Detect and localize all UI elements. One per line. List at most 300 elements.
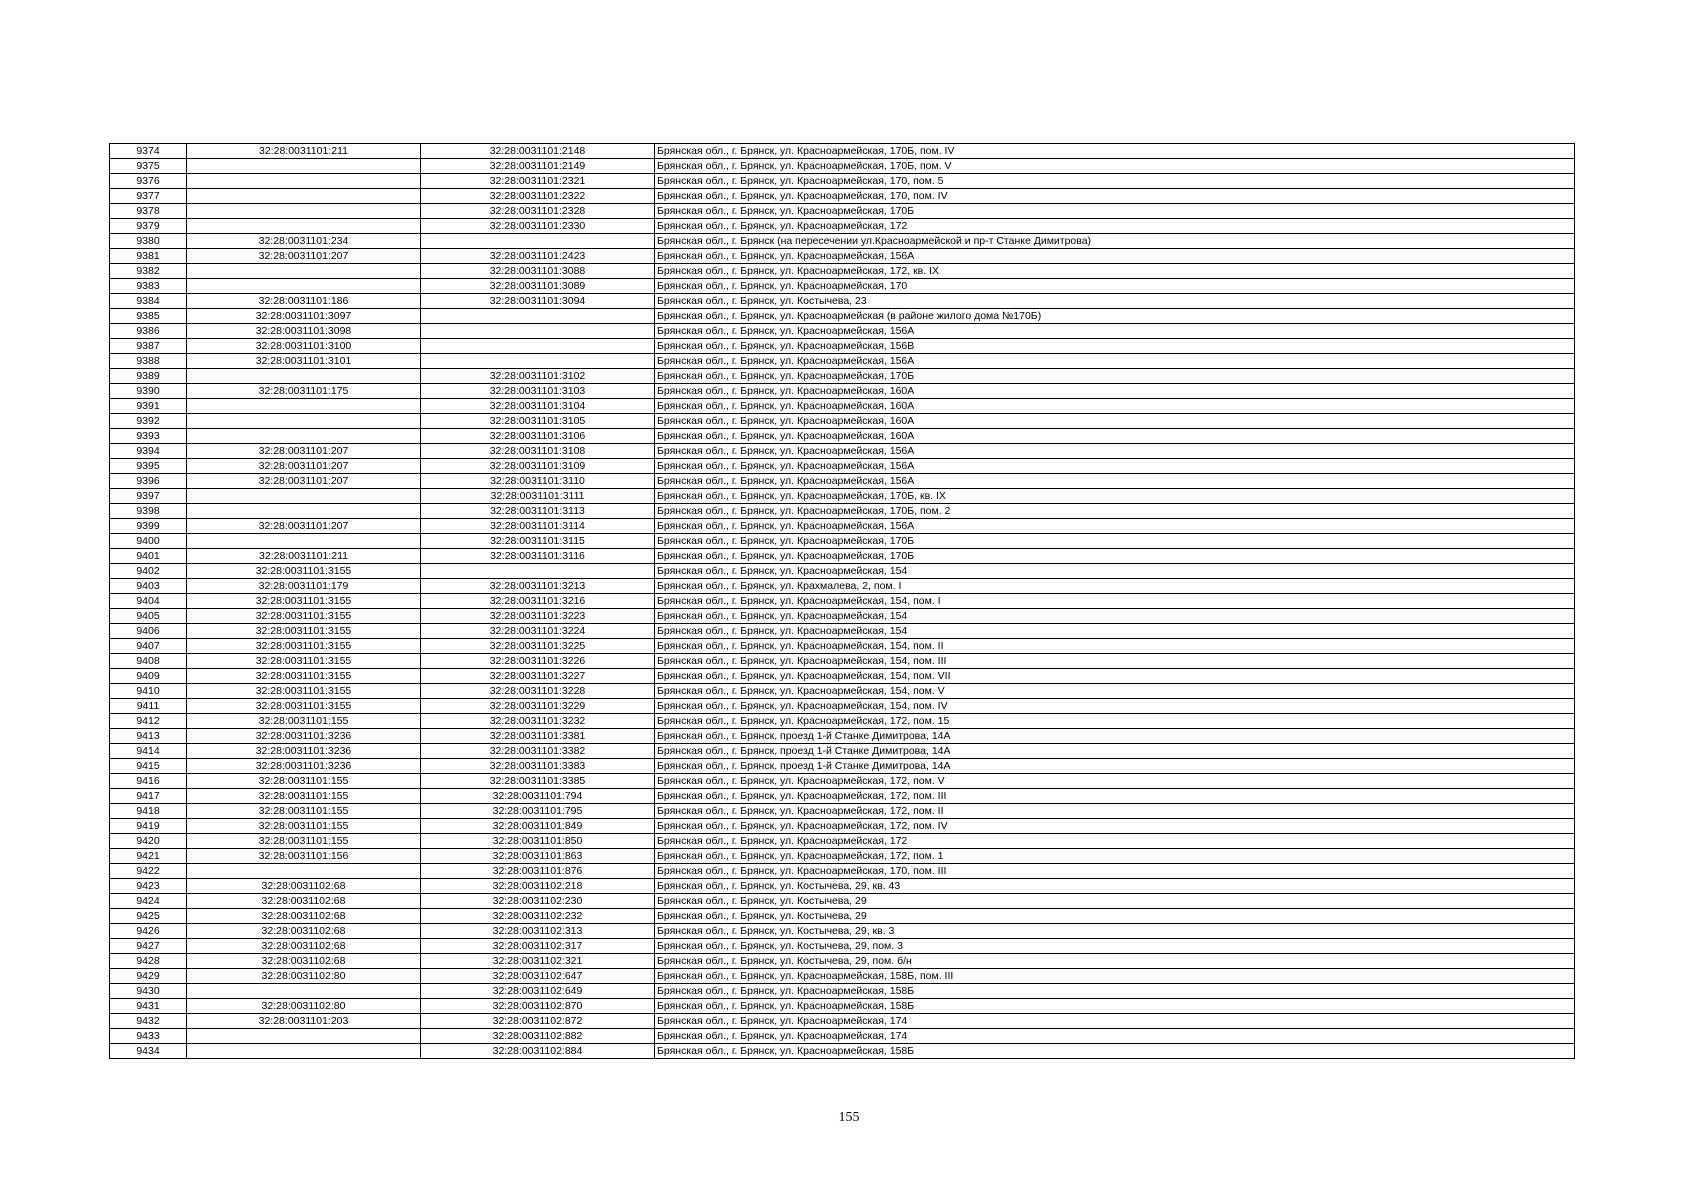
row-number-cell: 9383 [110,279,187,294]
address-cell: Брянская обл., г. Брянск, ул. Костычева, 29, пом. б/н [655,954,1575,969]
parcel-number-cell: 32:28:0031101:234 [187,234,421,249]
table-row [110,324,1575,339]
parcel-number-cell: 32:28:0031101:155 [187,834,421,849]
object-number-cell: 32:28:0031102:647 [421,969,655,984]
object-number-cell: 32:28:0031101:3110 [421,474,655,489]
parcel-number-cell: 32:28:0031101:207 [187,519,421,534]
parcel-number-cell: 32:28:0031101:3236 [187,744,421,759]
address-cell: Брянская обл., г. Брянск, ул. Красноармейская, 174 [655,1014,1575,1029]
parcel-number-cell [187,264,421,279]
row-number-cell: 9391 [110,399,187,414]
row-number-cell: 9400 [110,534,187,549]
row-number-cell: 9378 [110,204,187,219]
parcel-number-cell: 32:28:0031101:155 [187,714,421,729]
parcel-number-cell: 32:28:0031101:3236 [187,759,421,774]
table-row [110,804,1575,819]
table-row [110,204,1575,219]
parcel-number-cell: 32:28:0031101:156 [187,849,421,864]
row-number-cell: 9432 [110,1014,187,1029]
address-cell: Брянская обл., г. Брянск, ул. Красноармейская, 154 [655,624,1575,639]
row-number-cell: 9376 [110,174,187,189]
object-number-cell: 32:28:0031101:2321 [421,174,655,189]
table-row [110,519,1575,534]
parcel-number-cell: 32:28:0031101:3155 [187,624,421,639]
address-cell: Брянская обл., г. Брянск, ул. Красноармейская, 170Б, кв. IX [655,489,1575,504]
table-row [110,864,1575,879]
object-number-cell: 32:28:0031101:3106 [421,429,655,444]
object-number-cell: 32:28:0031101:2149 [421,159,655,174]
object-number-cell: 32:28:0031102:882 [421,1029,655,1044]
parcel-number-cell: 32:28:0031101:3155 [187,684,421,699]
parcel-number-cell [187,504,421,519]
table-row [110,309,1575,324]
parcel-number-cell: 32:28:0031101:3155 [187,669,421,684]
parcel-number-cell: 32:28:0031101:207 [187,444,421,459]
row-number-cell: 9426 [110,924,187,939]
object-number-cell: 32:28:0031101:3102 [421,369,655,384]
address-cell: Брянская обл., г. Брянск, проезд 1-й Станке Димитрова, 14А [655,759,1575,774]
parcel-number-cell: 32:28:0031101:211 [187,549,421,564]
row-number-cell: 9411 [110,699,187,714]
row-number-cell: 9412 [110,714,187,729]
table-row [110,504,1575,519]
address-cell: Брянская обл., г. Брянск, ул. Красноармейская, 170, пом. III [655,864,1575,879]
row-number-cell: 9394 [110,444,187,459]
table-row [110,564,1575,579]
parcel-number-cell [187,489,421,504]
table-row [110,789,1575,804]
object-number-cell: 32:28:0031101:3224 [421,624,655,639]
row-number-cell: 9392 [110,414,187,429]
parcel-number-cell [187,429,421,444]
parcel-number-cell: 32:28:0031101:207 [187,474,421,489]
object-number-cell: 32:28:0031101:876 [421,864,655,879]
row-number-cell: 9425 [110,909,187,924]
address-cell: Брянская обл., г. Брянск, проезд 1-й Станке Димитрова, 14А [655,744,1575,759]
parcel-number-cell [187,279,421,294]
object-number-cell: 32:28:0031102:313 [421,924,655,939]
object-number-cell: 32:28:0031101:794 [421,789,655,804]
row-number-cell: 9380 [110,234,187,249]
parcel-number-cell: 32:28:0031101:3236 [187,729,421,744]
row-number-cell: 9404 [110,594,187,609]
row-number-cell: 9386 [110,324,187,339]
address-cell: Брянская обл., г. Брянск, ул. Красноармейская, 158Б, пом. III [655,969,1575,984]
table-row [110,279,1575,294]
table-row [110,414,1575,429]
address-cell: Брянская обл., г. Брянск, ул. Красноармейская, 172 [655,834,1575,849]
table-row [110,429,1575,444]
address-cell: Брянская обл., г. Брянск, ул. Красноармейская, 170Б [655,204,1575,219]
row-number-cell: 9375 [110,159,187,174]
row-number-cell: 9407 [110,639,187,654]
parcel-number-cell: 32:28:0031102:68 [187,879,421,894]
parcel-number-cell: 32:28:0031101:3097 [187,309,421,324]
object-number-cell: 32:28:0031101:3216 [421,594,655,609]
parcel-number-cell [187,159,421,174]
object-number-cell [421,354,655,369]
object-number-cell: 32:28:0031101:3111 [421,489,655,504]
object-number-cell: 32:28:0031102:884 [421,1044,655,1059]
parcel-number-cell: 32:28:0031101:207 [187,249,421,264]
object-number-cell: 32:28:0031101:3227 [421,669,655,684]
parcel-number-cell: 32:28:0031102:68 [187,954,421,969]
row-number-cell: 9406 [110,624,187,639]
address-cell: Брянская обл., г. Брянск, ул. Красноармейская, 172, пом. II [655,804,1575,819]
object-number-cell: 32:28:0031102:321 [421,954,655,969]
table-row [110,714,1575,729]
object-number-cell [421,324,655,339]
table-row [110,969,1575,984]
row-number-cell: 9395 [110,459,187,474]
address-cell: Брянская обл., г. Брянск, ул. Красноармейская, 156А [655,474,1575,489]
object-number-cell: 32:28:0031101:3108 [421,444,655,459]
address-cell: Брянская обл., г. Брянск, ул. Красноармейская, 160А [655,414,1575,429]
parcel-number-cell: 32:28:0031101:207 [187,459,421,474]
address-cell: Брянская обл., г. Брянск, ул. Красноармейская, 156А [655,324,1575,339]
row-number-cell: 9416 [110,774,187,789]
address-cell: Брянская обл., г. Брянск, ул. Красноармейская, 158Б [655,1044,1575,1059]
object-number-cell: 32:28:0031101:863 [421,849,655,864]
row-number-cell: 9393 [110,429,187,444]
table-row [110,1029,1575,1044]
address-cell: Брянская обл., г. Брянск, ул. Костычева, 29, пом. 3 [655,939,1575,954]
address-cell: Брянская обл., г. Брянск, ул. Красноармейская, 160А [655,399,1575,414]
object-number-cell: 32:28:0031101:3114 [421,519,655,534]
address-cell: Брянская обл., г. Брянск, ул. Красноармейская, 172, пом. III [655,789,1575,804]
parcel-number-cell [187,399,421,414]
row-number-cell: 9405 [110,609,187,624]
address-cell: Брянская обл., г. Брянск, ул. Красноармейская, 172, пом. IV [655,819,1575,834]
parcel-number-cell: 32:28:0031101:179 [187,579,421,594]
object-number-cell: 32:28:0031101:795 [421,804,655,819]
object-number-cell: 32:28:0031101:3089 [421,279,655,294]
table-row [110,744,1575,759]
address-cell: Брянская обл., г. Брянск, ул. Красноармейская, 160А [655,429,1575,444]
table-row [110,624,1575,639]
parcel-number-cell: 32:28:0031101:3098 [187,324,421,339]
object-number-cell: 32:28:0031101:3109 [421,459,655,474]
table-row [110,954,1575,969]
table-row [110,234,1575,249]
row-number-cell: 9403 [110,579,187,594]
table-row [110,834,1575,849]
table-row [110,684,1575,699]
table-row [110,294,1575,309]
row-number-cell: 9399 [110,519,187,534]
address-cell: Брянская обл., г. Брянск, ул. Красноармейская, 154, пом. II [655,639,1575,654]
parcel-number-cell: 32:28:0031102:80 [187,969,421,984]
table-row [110,849,1575,864]
address-cell: Брянская обл., г. Брянск, ул. Красноармейская, 170Б, пом. 2 [655,504,1575,519]
table-row [110,264,1575,279]
address-cell: Брянская обл., г. Брянск, ул. Красноармейская, 172 [655,219,1575,234]
table-row [110,534,1575,549]
object-number-cell: 32:28:0031101:3213 [421,579,655,594]
address-cell: Брянская обл., г. Брянск, ул. Красноармейская, 172, пом. 1 [655,849,1575,864]
parcel-number-cell: 32:28:0031102:68 [187,909,421,924]
object-number-cell [421,564,655,579]
address-cell: Брянская обл., г. Брянск, ул. Красноармейская, 154, пом. V [655,684,1575,699]
parcel-number-cell: 32:28:0031102:80 [187,999,421,1014]
address-cell: Брянская обл., г. Брянск, ул. Красноармейская (в районе жилого дома №170Б) [655,309,1575,324]
row-number-cell: 9428 [110,954,187,969]
object-number-cell: 32:28:0031102:230 [421,894,655,909]
address-cell: Брянская обл., г. Брянск, ул. Красноармейская, 158Б [655,999,1575,1014]
table-row [110,489,1575,504]
object-number-cell: 32:28:0031102:218 [421,879,655,894]
parcel-number-cell: 32:28:0031102:68 [187,894,421,909]
address-cell: Брянская обл., г. Брянск, ул. Красноармейская, 170Б [655,549,1575,564]
row-number-cell: 9421 [110,849,187,864]
object-number-cell: 32:28:0031101:3232 [421,714,655,729]
address-cell: Брянская обл., г. Брянск, ул. Красноармейская, 156В [655,339,1575,354]
object-number-cell: 32:28:0031102:317 [421,939,655,954]
table-row [110,894,1575,909]
row-number-cell: 9389 [110,369,187,384]
table-row [110,189,1575,204]
parcel-number-cell [187,984,421,999]
row-number-cell: 9385 [110,309,187,324]
parcel-number-cell [187,864,421,879]
parcel-number-cell [187,1044,421,1059]
object-number-cell: 32:28:0031101:3116 [421,549,655,564]
table-row [110,609,1575,624]
object-number-cell: 32:28:0031102:872 [421,1014,655,1029]
address-cell: Брянская обл., г. Брянск, ул. Красноармейская, 156А [655,519,1575,534]
table-row [110,474,1575,489]
row-number-cell: 9410 [110,684,187,699]
object-number-cell: 32:28:0031102:232 [421,909,655,924]
address-cell: Брянская обл., г. Брянск, ул. Красноармейская, 156А [655,354,1575,369]
object-number-cell: 32:28:0031101:3088 [421,264,655,279]
row-number-cell: 9417 [110,789,187,804]
object-number-cell [421,309,655,324]
object-number-cell: 32:28:0031101:3385 [421,774,655,789]
object-number-cell: 32:28:0031101:3383 [421,759,655,774]
row-number-cell: 9431 [110,999,187,1014]
row-number-cell: 9419 [110,819,187,834]
row-number-cell: 9388 [110,354,187,369]
parcel-number-cell: 32:28:0031101:155 [187,819,421,834]
row-number-cell: 9429 [110,969,187,984]
registry-table-body [110,144,1575,1059]
address-cell: Брянская обл., г. Брянск, ул. Красноармейская, 172, пом. V [655,774,1575,789]
table-row [110,369,1575,384]
parcel-number-cell: 32:28:0031101:3155 [187,699,421,714]
row-number-cell: 9398 [110,504,187,519]
parcel-number-cell: 32:28:0031101:3155 [187,609,421,624]
row-number-cell: 9413 [110,729,187,744]
object-number-cell: 32:28:0031101:2328 [421,204,655,219]
parcel-number-cell [187,219,421,234]
table-row [110,549,1575,564]
address-cell: Брянская обл., г. Брянск, ул. Красноармейская, 154 [655,564,1575,579]
table-row [110,159,1575,174]
address-cell: Брянская обл., г. Брянск, ул. Костычева, 29 [655,909,1575,924]
row-number-cell: 9427 [110,939,187,954]
address-cell: Брянская обл., г. Брянск, ул. Костычева, 29 [655,894,1575,909]
object-number-cell: 32:28:0031101:3104 [421,399,655,414]
parcel-number-cell: 32:28:0031101:155 [187,774,421,789]
row-number-cell: 9423 [110,879,187,894]
address-cell: Брянская обл., г. Брянск, проезд 1-й Станке Димитрова, 14А [655,729,1575,744]
address-cell: Брянская обл., г. Брянск, ул. Красноармейская, 160А [655,384,1575,399]
table-row [110,819,1575,834]
object-number-cell: 32:28:0031101:2322 [421,189,655,204]
object-number-cell: 32:28:0031101:3382 [421,744,655,759]
table-row [110,579,1575,594]
object-number-cell: 32:28:0031101:850 [421,834,655,849]
address-cell: Брянская обл., г. Брянск, ул. Красноармейская, 156А [655,249,1575,264]
object-number-cell: 32:28:0031101:3115 [421,534,655,549]
table-row [110,924,1575,939]
object-number-cell: 32:28:0031101:3226 [421,654,655,669]
table-row [110,594,1575,609]
parcel-number-cell: 32:28:0031101:155 [187,789,421,804]
object-number-cell: 32:28:0031101:3229 [421,699,655,714]
address-cell: Брянская обл., г. Брянск, ул. Красноармейская, 158Б [655,984,1575,999]
address-cell: Брянская обл., г. Брянск, ул. Костычева, 29, кв. 3 [655,924,1575,939]
address-cell: Брянская обл., г. Брянск, ул. Красноармейская, 172, пом. 15 [655,714,1575,729]
row-number-cell: 9401 [110,549,187,564]
parcel-number-cell: 32:28:0031101:175 [187,384,421,399]
row-number-cell: 9384 [110,294,187,309]
table-row [110,1014,1575,1029]
table-row [110,1044,1575,1059]
row-number-cell: 9374 [110,144,187,159]
address-cell: Брянская обл., г. Брянск, ул. Красноармейская, 170Б, пом. V [655,159,1575,174]
row-number-cell: 9409 [110,669,187,684]
address-cell: Брянская обл., г. Брянск, ул. Красноармейская, 156А [655,444,1575,459]
address-cell: Брянская обл., г. Брянск, ул. Красноармейская, 172, кв. IX [655,264,1575,279]
address-cell: Брянская обл., г. Брянск, ул. Красноармейская, 154 [655,609,1575,624]
table-row [110,729,1575,744]
object-number-cell: 32:28:0031101:2330 [421,219,655,234]
table-row [110,879,1575,894]
object-number-cell: 32:28:0031101:3105 [421,414,655,429]
address-cell: Брянская обл., г. Брянск, ул. Костычева, 29, кв. 43 [655,879,1575,894]
table-row [110,144,1575,159]
address-cell: Брянская обл., г. Брянск, ул. Красноармейская, 154, пом. III [655,654,1575,669]
row-number-cell: 9424 [110,894,187,909]
row-number-cell: 9390 [110,384,187,399]
table-row [110,639,1575,654]
parcel-number-cell [187,204,421,219]
table-row [110,339,1575,354]
table-row [110,774,1575,789]
address-cell: Брянская обл., г. Брянск, ул. Красноармейская, 174 [655,1029,1575,1044]
parcel-number-cell: 32:28:0031101:3101 [187,354,421,369]
table-row [110,174,1575,189]
parcel-number-cell: 32:28:0031101:211 [187,144,421,159]
parcel-number-cell: 32:28:0031101:3100 [187,339,421,354]
table-row [110,984,1575,999]
row-number-cell: 9414 [110,744,187,759]
row-number-cell: 9420 [110,834,187,849]
object-number-cell: 32:28:0031101:3223 [421,609,655,624]
object-number-cell: 32:28:0031102:649 [421,984,655,999]
object-number-cell: 32:28:0031102:870 [421,999,655,1014]
parcel-number-cell: 32:28:0031101:3155 [187,564,421,579]
table-row [110,399,1575,414]
parcel-number-cell [187,369,421,384]
parcel-number-cell: 32:28:0031101:203 [187,1014,421,1029]
object-number-cell: 32:28:0031101:2423 [421,249,655,264]
table-row [110,999,1575,1014]
table-row [110,444,1575,459]
table-row [110,459,1575,474]
address-cell: Брянская обл., г. Брянск, ул. Красноармейская, 154, пом. I [655,594,1575,609]
object-number-cell [421,234,655,249]
object-number-cell: 32:28:0031101:3113 [421,504,655,519]
object-number-cell: 32:28:0031101:3225 [421,639,655,654]
row-number-cell: 9396 [110,474,187,489]
address-cell: Брянская обл., г. Брянск, ул. Красноармейская, 170 [655,279,1575,294]
row-number-cell: 9381 [110,249,187,264]
parcel-number-cell: 32:28:0031101:3155 [187,654,421,669]
table-row [110,249,1575,264]
row-number-cell: 9418 [110,804,187,819]
address-cell: Брянская обл., г. Брянск (на пересечении ул.Красноармейской и пр-т Станке Димитрова) [655,234,1575,249]
parcel-number-cell: 32:28:0031101:155 [187,804,421,819]
parcel-number-cell: 32:28:0031101:3155 [187,594,421,609]
table-row [110,669,1575,684]
table-row [110,219,1575,234]
object-number-cell: 32:28:0031101:3381 [421,729,655,744]
parcel-number-cell [187,189,421,204]
address-cell: Брянская обл., г. Брянск, ул. Костычева, 23 [655,294,1575,309]
address-cell: Брянская обл., г. Брянск, ул. Красноармейская, 156А [655,459,1575,474]
address-cell: Брянская обл., г. Брянск, ул. Красноармейская, 170Б [655,534,1575,549]
row-number-cell: 9422 [110,864,187,879]
row-number-cell: 9377 [110,189,187,204]
address-cell: Брянская обл., г. Брянск, ул. Красноармейская, 170Б [655,369,1575,384]
parcel-number-cell: 32:28:0031101:3155 [187,639,421,654]
address-cell: Брянская обл., г. Брянск, ул. Красноармейская, 170, пом. 5 [655,174,1575,189]
address-cell: Брянская обл., г. Брянск, ул. Красноармейская, 154, пом. VII [655,669,1575,684]
row-number-cell: 9430 [110,984,187,999]
row-number-cell: 9382 [110,264,187,279]
row-number-cell: 9433 [110,1029,187,1044]
row-number-cell: 9379 [110,219,187,234]
address-cell: Брянская обл., г. Брянск, ул. Красноармейская, 154, пом. IV [655,699,1575,714]
registry-table [109,143,1575,1059]
table-row [110,909,1575,924]
address-cell: Брянская обл., г. Брянск, ул. Крахмалева, 2, пом. I [655,579,1575,594]
table-row [110,654,1575,669]
object-number-cell [421,339,655,354]
object-number-cell: 32:28:0031101:2148 [421,144,655,159]
table-row [110,354,1575,369]
row-number-cell: 9408 [110,654,187,669]
page-number: 155 [838,1110,860,1125]
table-row [110,759,1575,774]
row-number-cell: 9434 [110,1044,187,1059]
parcel-number-cell [187,534,421,549]
object-number-cell: 32:28:0031101:3228 [421,684,655,699]
registry-table-wrapper [109,143,1574,1059]
object-number-cell: 32:28:0031101:3103 [421,384,655,399]
parcel-number-cell [187,1029,421,1044]
row-number-cell: 9415 [110,759,187,774]
parcel-number-cell: 32:28:0031102:68 [187,924,421,939]
row-number-cell: 9387 [110,339,187,354]
parcel-number-cell: 32:28:0031101:186 [187,294,421,309]
address-cell: Брянская обл., г. Брянск, ул. Красноармейская, 170, пом. IV [655,189,1575,204]
table-row [110,699,1575,714]
parcel-number-cell: 32:28:0031102:68 [187,939,421,954]
